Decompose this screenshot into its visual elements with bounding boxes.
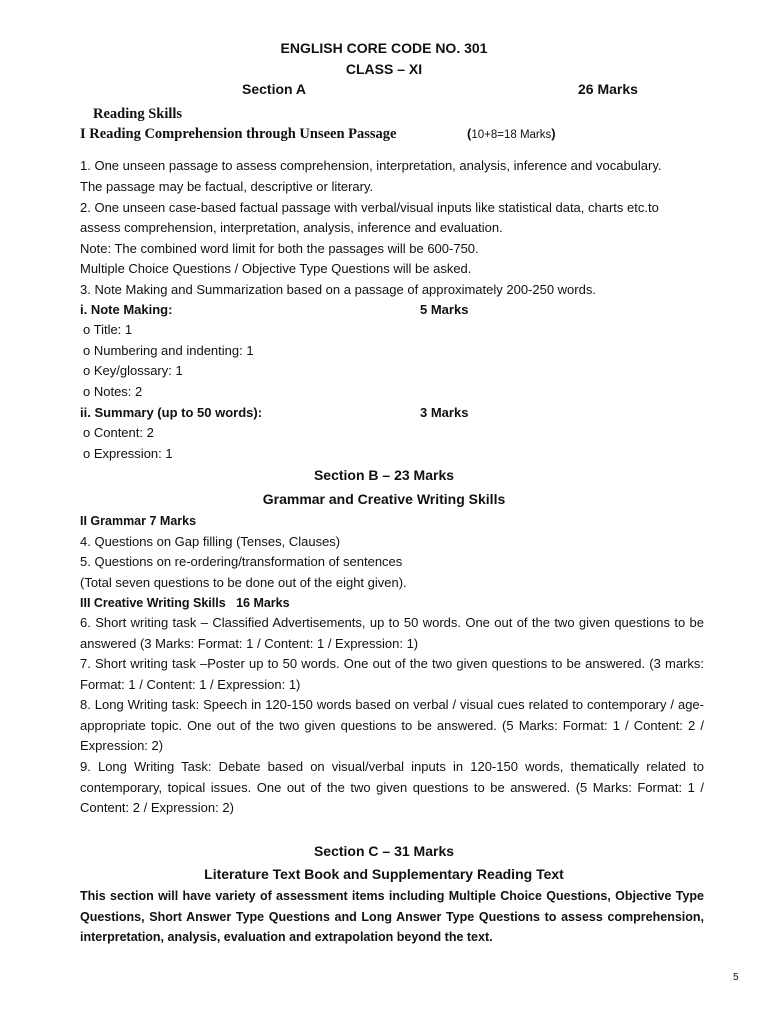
grammar-label: II Grammar 7 Marks — [80, 514, 197, 528]
note-item: o Title: 1 — [83, 322, 133, 337]
reading-line: 2. One unseen case-based factual passage with verbal/visual inputs like statistical data, charts etc.to — [80, 200, 659, 215]
question-8: 8. Long Writing task: Speech in 120-150 words based on verbal / visual cues related to contemporary / age-appropriate topic. One out of the two given questions to be answered. (5 Marks: Format: 1 / Content: 2 / Expression: 2) — [80, 697, 704, 754]
note-item: o Notes: 2 — [83, 384, 143, 399]
reading-comprehension-heading: I Reading Comprehension through Unseen Passage — [80, 126, 397, 142]
question-9: 9. Long Writing Task: Debate based on visual/verbal inputs in 120-150 words, thematically related to contemporary, topical issues. One out of the two given questions to be answered. (5 Marks: Format: 1 / Content: 2 / Expression: 2) — [80, 759, 704, 816]
reading-line: 3. Note Making and Summarization based on a passage of approximately 200-250 words. — [80, 282, 596, 297]
reading-marks: (10+8=18 Marks) — [467, 126, 556, 141]
reading-line: The passage may be factual, descriptive or literary. — [80, 179, 374, 194]
note-item: o Numbering and indenting: 1 — [83, 343, 254, 358]
reading-line: 1. One unseen passage to assess comprehension, interpretation, analysis, inference and vocabulary. — [80, 158, 662, 173]
section-b-subtitle: Grammar and Creative Writing Skills — [262, 491, 506, 507]
class-label: CLASS – XI — [345, 61, 423, 77]
summary-item: o Expression: 1 — [83, 446, 173, 461]
grammar-item: 4. Questions on Gap filling (Tenses, Clauses) — [80, 534, 341, 549]
reading-skills-heading: Reading Skills — [93, 106, 183, 122]
grammar-item: 5. Questions on re-ordering/transformation of sentences — [80, 554, 403, 569]
creative-writing-label: III Creative Writing Skills 16 Marks — [80, 596, 290, 610]
page-number: 5 — [733, 972, 739, 983]
note-item: o Key/glossary: 1 — [83, 363, 183, 378]
section-b-heading: Section B – 23 Marks — [313, 467, 455, 483]
summary-item: o Content: 2 — [83, 425, 154, 440]
document-title: ENGLISH CORE CODE NO. 301 — [280, 40, 488, 56]
section-a-marks: 26 Marks — [578, 81, 638, 97]
question-6: 6. Short writing task – Classified Advertisements, up to 50 words. One out of the two given questions to be answered (3 Marks: Format: 1 / Content: 1 / Expression: 1) — [80, 615, 704, 651]
section-a-heading: Section A — [242, 81, 307, 97]
note-making-label: i. Note Making: — [80, 302, 173, 317]
note-making-marks: 5 Marks — [420, 302, 469, 317]
reading-line: Note: The combined word limit for both the passages will be 600-750. — [80, 241, 479, 256]
section-c-subtitle: Literature Text Book and Supplementary Reading Text — [204, 866, 564, 882]
summary-marks: 3 Marks — [420, 405, 469, 420]
reading-line: assess comprehension, interpretation, analysis, inference and evaluation. — [80, 220, 503, 235]
summary-label: ii. Summary (up to 50 words): — [80, 405, 263, 420]
reading-line: Multiple Choice Questions / Objective Type Questions will be asked. — [80, 261, 472, 276]
question-7: 7. Short writing task –Poster up to 50 words. One out of the two given questions to be answered. (3 marks: Format: 1 / Content: 1 / Expression: 1) — [80, 656, 704, 692]
section-c-heading: Section C – 31 Marks — [313, 843, 455, 859]
section-c-paragraph: This section will have variety of assessment items including Multiple Choice Questions, Objective Type Questions, Short Answer Type Questions and Long Answer Type Questions to assess comprehension, interpretation, analysis, evaluation and extrapolation beyond the text. — [80, 889, 704, 945]
grammar-item: (Total seven questions to be done out of the eight given). — [80, 575, 407, 590]
